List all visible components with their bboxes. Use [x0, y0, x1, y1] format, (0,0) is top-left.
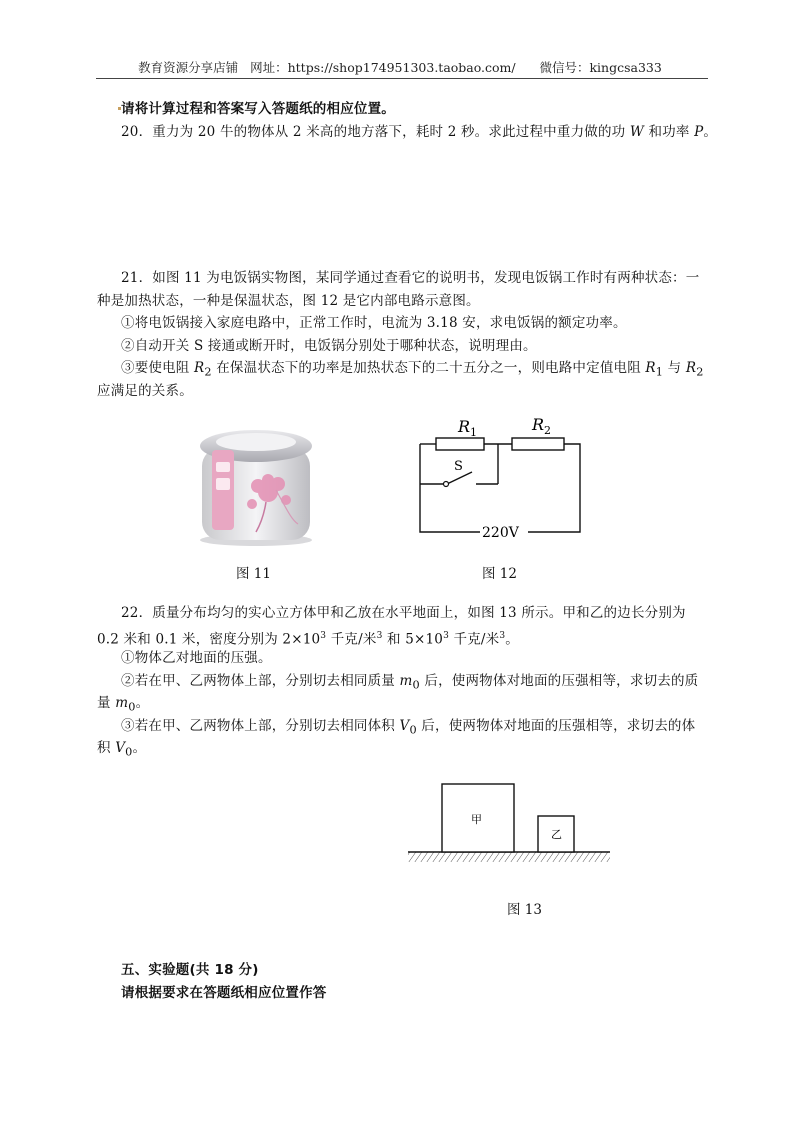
header-site-label: 网址： [250, 60, 288, 75]
q20-number: 20． [121, 124, 153, 140]
question-20 [121, 122, 717, 142]
q21-text: 如图 11 为电饭锅实物图，某同学通过查看它的说明书，发现电饭锅工作时有两种状态：一 [152, 270, 700, 286]
section5-title: 五、实验题(共 18 分) [121, 962, 259, 978]
switch-label: S [454, 459, 463, 474]
question-22-sub2-line2 [97, 693, 149, 718]
exp-3d: 3 [499, 631, 506, 641]
q21-sub3-text-b: 在保温状态下的功率是加热状态下的二十五分之一，则电路中定值电阻 [211, 360, 646, 376]
question-22-sub3-line2 [97, 738, 146, 763]
q22-line2-d: 千克/米 [449, 631, 500, 648]
question-22-sub3 [121, 716, 695, 741]
m0-subscript-b: 0 [128, 700, 136, 714]
header-divider [96, 78, 708, 79]
q21-number: 21． [121, 270, 153, 286]
circuit-diagram [410, 408, 610, 544]
rice-cooker-image [196, 420, 316, 548]
q22-sub3-line2-b: 。 [132, 740, 147, 756]
circuit-wire-outer [420, 444, 580, 532]
v0-subscript-b: 0 [125, 745, 133, 759]
resistor-r2 [512, 438, 564, 450]
exp-3: 3 [320, 631, 327, 641]
q22-sub3-b: 后，使两物体对地面的压强相等，求切去的体 [416, 718, 696, 734]
r1-subscript: 1 [655, 365, 664, 379]
m0-subscript: 0 [412, 678, 420, 692]
q22-line2-b: 千克/米 [326, 631, 377, 648]
header-shop: 教育资源分享店铺 [138, 60, 239, 75]
q22-sub2-line2-b: 。 [135, 695, 150, 711]
var-r1: R [645, 360, 656, 376]
var-r2: R [194, 360, 205, 376]
exp-3b: 3 [376, 631, 383, 641]
cube-yi-label: 乙 [551, 828, 562, 841]
q20-text-b: 和功率 [643, 124, 695, 140]
var-w: W [629, 124, 644, 140]
q22-line2-e: 。 [505, 631, 519, 648]
question-22-line2 [97, 626, 519, 650]
q20-text: 重力为 20 牛的物体从 2 米高的地方落下，耗时 2 秒。求此过程中重力做的功 [152, 124, 630, 140]
r1-label: $R_1$ [458, 417, 478, 439]
q21-sub3-text-c: 与 [663, 360, 686, 376]
section4-instruction: 请将计算过程和答案写入答题纸的相应位置。 [121, 101, 395, 117]
exp-3c: 3 [443, 631, 450, 641]
q22-line2-a: 0.2 米和 0.1 米，密度分别为 2×10 [97, 631, 321, 648]
question-21-line1 [121, 268, 699, 288]
header-site-url[interactable]: https://shop174951303.taobao.com/ [287, 60, 516, 75]
q22-sub2-line2-a: 量 [97, 695, 116, 711]
question-21-sub1: ①将电饭锅接入家庭电路中，正常工作时，电流为 3.18 安，求电饭锅的额定功率。 [121, 315, 627, 331]
question-21-line2: 种是加热状态，一种是保温状态，图 12 是它内部电路示意图。 [97, 293, 480, 309]
var-r2b: R [685, 360, 697, 376]
header-wechat-label: 微信号： [539, 60, 590, 75]
page-header [0, 58, 800, 76]
q22-line2-c: 和 5×10 [382, 631, 444, 648]
voltage-label: 220V [482, 525, 519, 541]
var-m0-b: m [115, 695, 129, 711]
question-22-line1 [121, 603, 686, 623]
r2-subscript-b: 2 [696, 365, 704, 379]
r2-subscript: 2 [204, 365, 212, 379]
q20-text-c: 。 [703, 124, 718, 140]
var-v0-b: V [115, 740, 126, 756]
question-22-sub1: ①物体乙对地面的压强。 [121, 650, 272, 666]
q22-sub3-a: ③若在甲、乙两物体上部，分别切去相同体积 [121, 718, 400, 734]
fig13-caption: 图 13 [507, 902, 542, 918]
q21-sub3-text-a: ③要使电阻 [121, 360, 194, 376]
q22-text: 质量分布均匀的实心立方体甲和乙放在水平地面上，如图 13 所示。甲和乙的边长分别为 [152, 605, 686, 621]
question-21-sub3 [121, 358, 704, 383]
q22-sub2-b: 后，使两物体对地面的压强相等，求切去的质 [419, 673, 699, 689]
v0-subscript: 0 [409, 723, 417, 737]
header-wechat-id: kingcsa333 [589, 60, 662, 75]
fig12-caption: 图 12 [482, 566, 517, 582]
question-21-sub2: ②自动开关 S 接通或断开时，电饭锅分别处于哪种状态，说明理由。 [121, 338, 537, 354]
q22-number: 22． [121, 605, 153, 621]
question-22-sub2 [121, 671, 698, 696]
var-p: P [694, 124, 704, 140]
cubes-figure [406, 780, 612, 872]
section5-instruction: 请根据要求在答题纸相应位置作答 [121, 985, 327, 1001]
r2-label: $R_2$ [532, 415, 552, 437]
cube-jia-label: 甲 [471, 813, 482, 826]
question-21-sub3-line2: 应满足的关系。 [97, 383, 193, 399]
resistor-r1 [436, 438, 484, 450]
var-v0: V [399, 718, 410, 734]
var-m0: m [399, 673, 413, 689]
q22-sub3-line2-a: 积 [97, 740, 116, 756]
q22-sub2-a: ②若在甲、乙两物体上部，分别切去相同质量 [121, 673, 400, 689]
fig11-caption: 图 11 [236, 566, 271, 582]
